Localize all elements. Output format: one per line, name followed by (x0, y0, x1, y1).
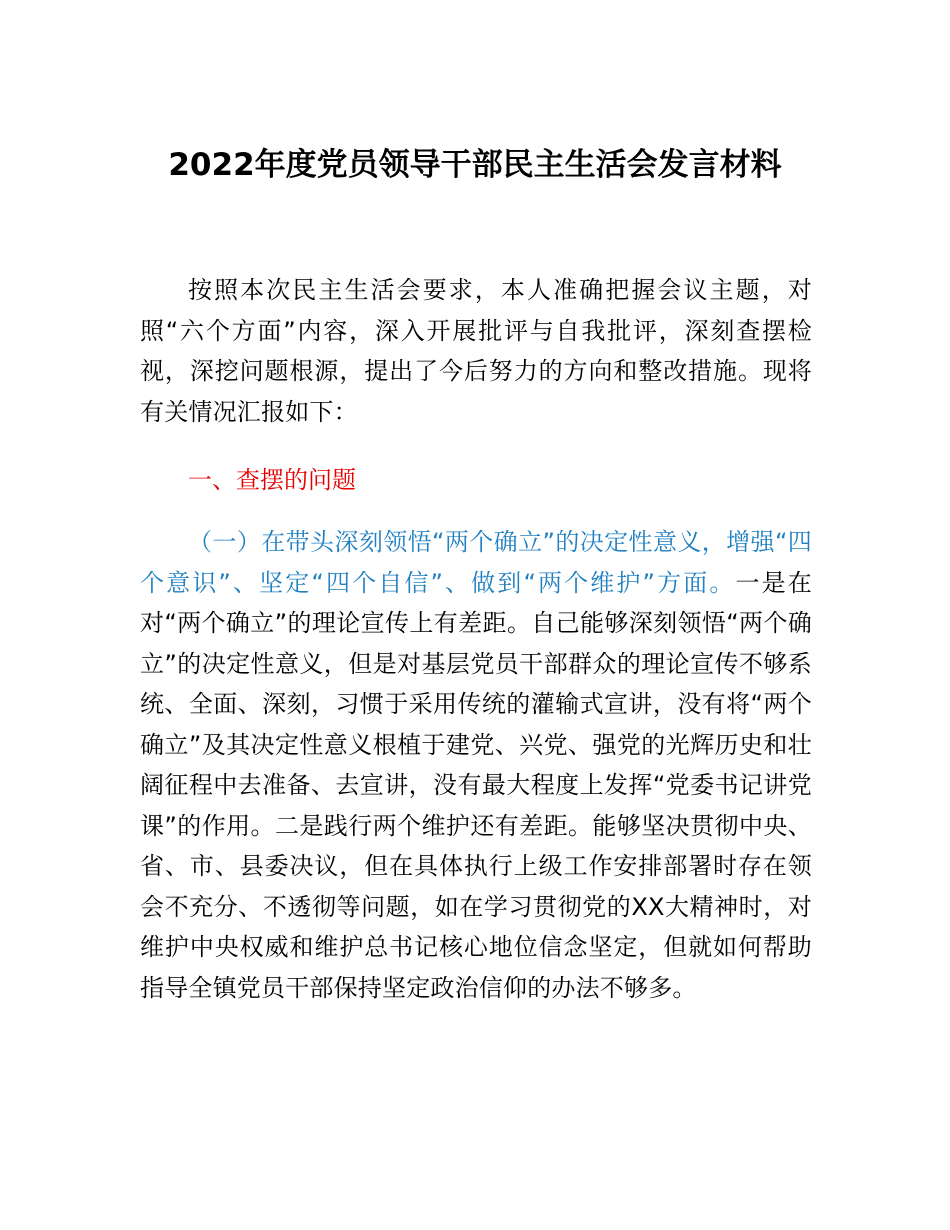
intro-paragraph: 按照本次民主生活会要求，本人准确把握会议主题，对照“六个方面”内容，深入开展批评与自我批评，深刻查摆检视，深挖问题根源，提出了今后努力的方向和整改措施。现将有关情况汇报如下： (140, 276, 812, 426)
section-one-body: 一是在对“两个确立”的理论宣传上有差距。自己能够深刻领悟“两个确立”的决定性意义，但是对基层党员干部群众的理论宣传不够系统、全面、深刻，习惯于采用传统的灌输式宣讲，没有将“两个确立”及其决定性意义根植于建党、兴党、强党的光辉历史和壮阔征程中去准备、去宣讲，没有最大程度上发挥“党委书记讲党课”的作用。二是践行两个维护还有差距。能够坚决贯彻中央、省、市、县委决议，但在具体执行上级工作安排部署时存在领会不充分、不透彻等问题，如在学习贯彻党的XX大精神时，对维护中央权威和维护总书记核心地位信念坚定，但就如何帮助指导全镇党员干部保持坚定政治信仰的办法不够多。 (140, 568, 812, 1002)
section-one-paragraph (140, 522, 812, 1008)
section-heading-one: 一、查摆的问题 (188, 466, 356, 494)
page-title: 2022年度党员领导干部民主生活会发言材料 (168, 147, 782, 183)
section-one-subheading: （一）在带头深刻领悟“两个确立”的决定性意义，增强“四个意识”、坚定“四个自信”、做到“两个维护”方面。 (140, 528, 812, 597)
